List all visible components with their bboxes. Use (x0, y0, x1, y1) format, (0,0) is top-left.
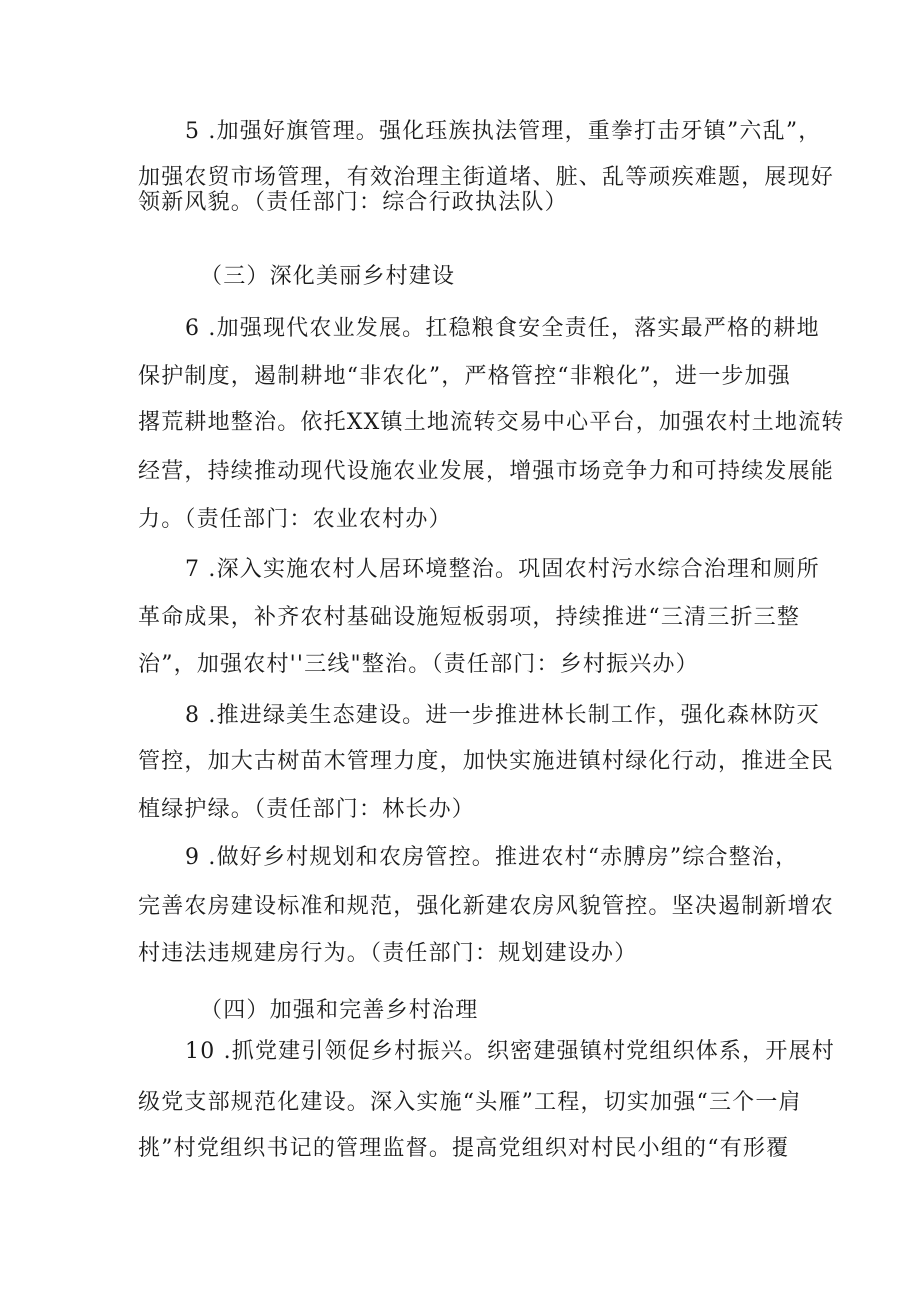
item-6-line-3: 撂荒耕地整治。依托XX镇土地流转交易中心平台，加强农村土地流转 (138, 410, 845, 435)
item-9-line-1: 9 .做好乡村规划和农房管控。推进农村“赤膊房”综合整治， (185, 845, 799, 870)
item-10-line-1: 10 .抓党建引领促乡村振兴。织密建强镇村党组织体系，开展村 (185, 1039, 835, 1064)
item-9-line-3: 村违法违规建房行为。（责任部门：规划建设办） (138, 941, 638, 966)
item-8-line-1: 8 .推进绿美生态建设。进一步推进林长制工作，强化森林防灭 (185, 703, 820, 728)
item-6-line-1: 6 .加强现代农业发展。扛稳粮食安全责任，落实最严格的耕地 (185, 316, 820, 341)
item-6-line-5: 力。（责任部门：农业农村办） (138, 507, 452, 532)
item-9-line-2: 完善农房建设标准和规范，强化新建农房风貌管控。坚决遏制新增农 (138, 894, 835, 919)
item-7-line-3: 治”，加强农村''三线"整治。（责任部门：乡村振兴办） (138, 652, 699, 677)
item-5-line-1: 5 .加强好旗管理。强化珏族执法管理，重拳打击牙镇”六乱”， (185, 119, 822, 144)
item-7-line-2: 革命成果，补齐农村基础设施短板弱项，持续推进“三清三折三整 (138, 605, 801, 630)
item-6-line-4: 经营，持续推动现代设施农业发展，增强市场竞争力和可持续发展能 (138, 459, 835, 484)
item-5-line-3: 领新风貌。（责任部门：综合行政执法队） (138, 190, 568, 215)
item-10-line-2: 级党支部规范化建设。深入实施“头雁”工程，切实加强“三个一肩 (138, 1090, 802, 1115)
item-5-line-2: 加强农贸市场管理，有效治理主街道堵、脏、乱等顽疾难题，展现好 (138, 165, 835, 190)
item-8-line-3: 植绿护绿。（责任部门：林长办） (138, 797, 476, 822)
item-8-line-2: 管控，加大古树苗木管理力度，加快实施进镇村绿化行动，推进全民 (138, 749, 835, 774)
section-3-heading: （三）深化美丽乡村建设 (200, 264, 456, 289)
item-10-line-3: 挑”村党组织书记的管理监督。提高党组织对村民小组的“有形覆 (138, 1136, 790, 1161)
item-7-line-1: 7 .深入实施农村人居环境整治。巩固农村污水综合治理和厕所 (185, 557, 820, 582)
item-6-line-2: 保护制度，遏制耕地“非农化”，严格管控“非粮化”，进一步加强 (138, 364, 791, 389)
section-4-heading: （四）加强和完善乡村治理 (200, 998, 479, 1023)
